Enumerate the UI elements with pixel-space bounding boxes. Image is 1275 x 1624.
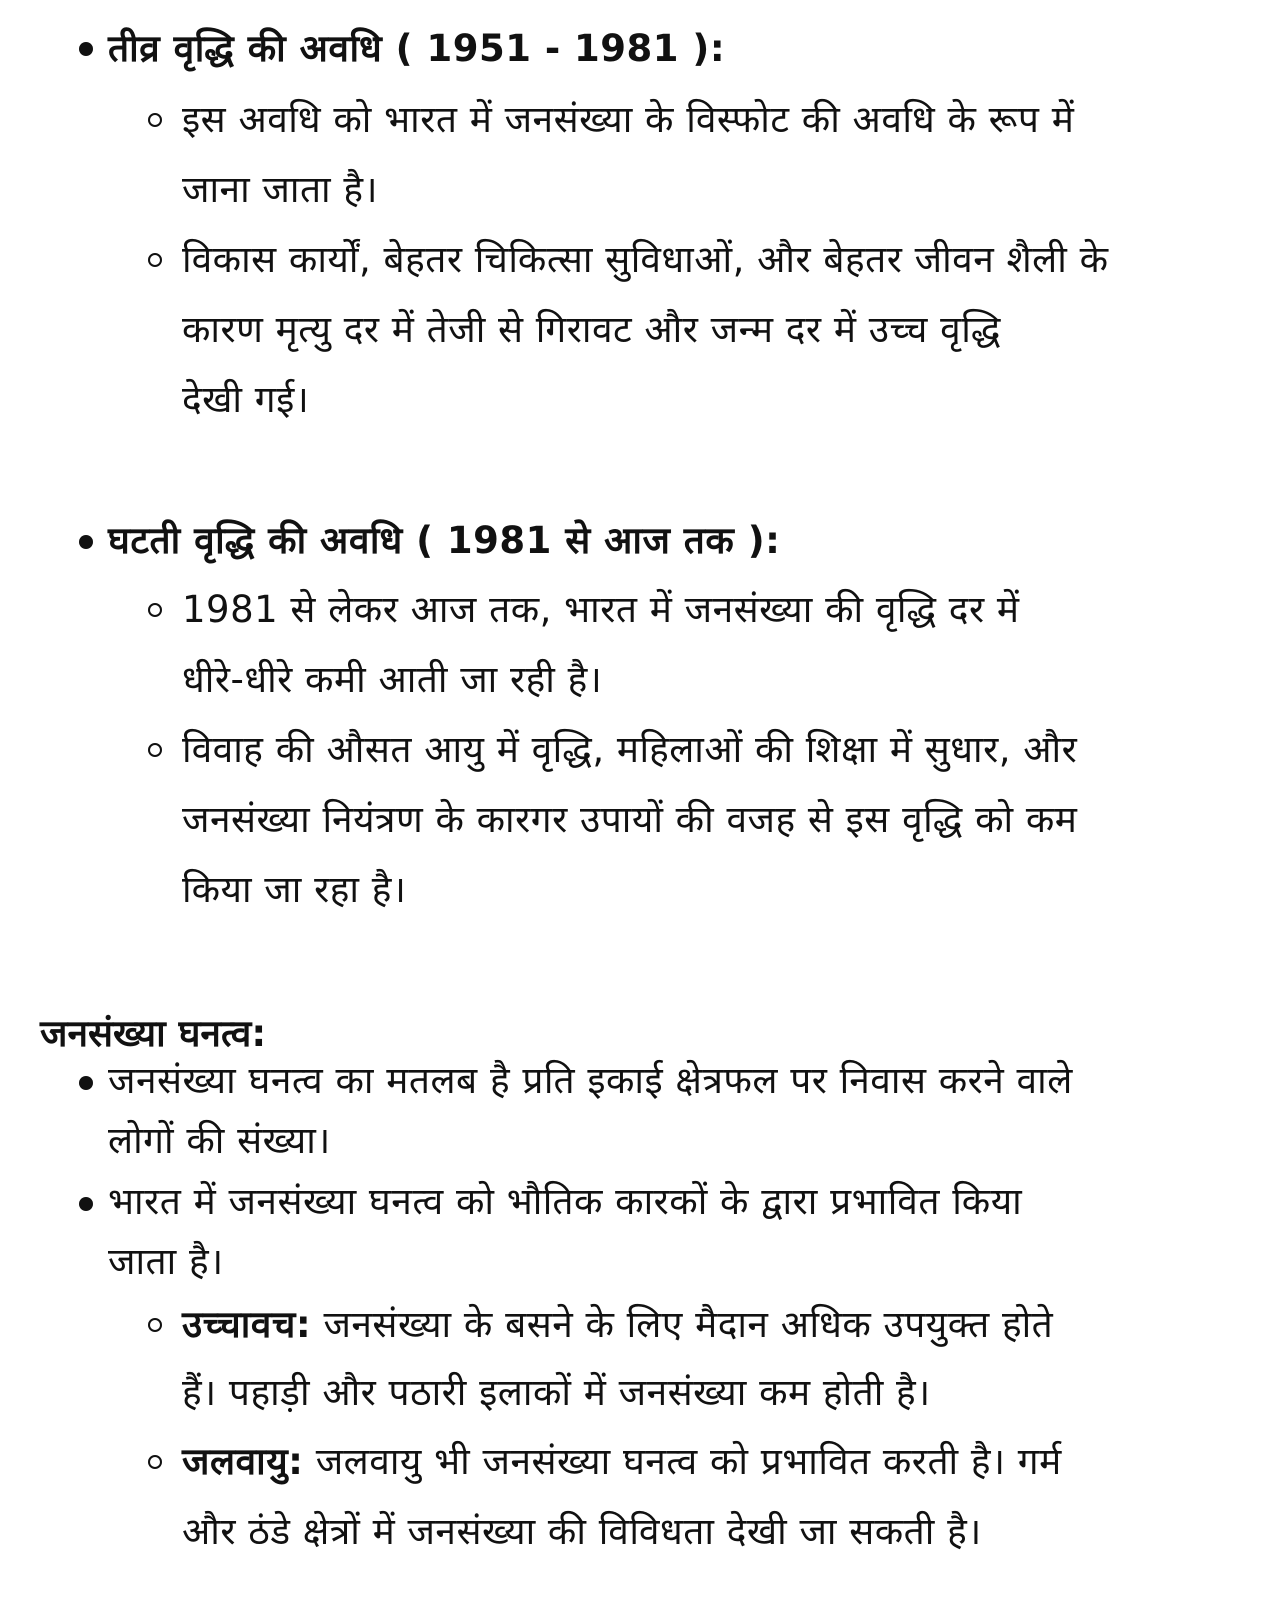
sub-bullet-icon [148, 603, 162, 617]
factor-line [182, 1300, 1053, 1350]
list-item-line: धीरे-धीरे कमी आती जा रही है। [182, 658, 603, 701]
sub-bullet-icon [148, 253, 162, 267]
list-item-line: विवाह की औसत आयु में वृद्धि, महिलाओं की शिक्षा में सुधार, और [182, 728, 1078, 771]
list-item-line: और ठंडे क्षेत्रों में जनसंख्या की विविधता देखी जा सकती है। [182, 1510, 982, 1553]
bullet-icon [79, 1076, 93, 1090]
factor-line [182, 1437, 1062, 1487]
factor-text: जलवायु भी जनसंख्या घनत्व को प्रभावित करती है। गर्म [315, 1440, 1062, 1483]
list-item-line: जाना जाता है। [182, 168, 379, 211]
list-item-line: लोगों की संख्या। [108, 1119, 331, 1162]
page-heading-density: जनसंख्या घनत्व: [40, 1012, 267, 1055]
sub-bullet-icon [148, 1455, 162, 1469]
factor-text: जनसंख्या के बसने के लिए मैदान अधिक उपयुक्त होते [323, 1303, 1054, 1346]
section-heading: तीव्र वृद्धि की अवधि ( 1951 - 1981 ): [108, 27, 726, 70]
list-item-line: जनसंख्या नियंत्रण के कारगर उपायों की वजह से इस वृद्धि को कम [182, 798, 1078, 841]
list-item-line: जाता है। [108, 1240, 224, 1283]
list-item-line: किया जा रहा है। [182, 868, 407, 911]
factor-term: जलवायु: [182, 1440, 304, 1483]
list-item-line: हैं। पहाड़ी और पठारी इलाकों में जनसंख्या कम होती है। [182, 1371, 931, 1414]
bullet-icon [79, 1197, 93, 1211]
sub-bullet-icon [148, 113, 162, 127]
sub-bullet-icon [148, 743, 162, 757]
list-item-line: देखी गई। [182, 378, 310, 421]
list-item-line: कारण मृत्यु दर में तेजी से गिरावट और जन्म दर में उच्च वृद्धि [182, 308, 1001, 351]
list-item-line: 1981 से लेकर आज तक, भारत में जनसंख्या की वृद्धि दर में [182, 588, 1020, 631]
bullet-icon [79, 535, 93, 549]
bullet-icon [79, 42, 93, 56]
list-item-line: विकास कार्यों, बेहतर चिकित्सा सुविधाओं, और बेहतर जीवन शैली के [182, 238, 1109, 281]
list-item-line: इस अवधि को भारत में जनसंख्या के विस्फोट की अवधि के रूप में [182, 98, 1075, 141]
section-heading: घटती वृद्धि की अवधि ( 1981 से आज तक ): [108, 519, 781, 562]
list-item-line: जनसंख्या घनत्व का मतलब है प्रति इकाई क्षेत्रफल पर निवास करने वाले [108, 1059, 1073, 1102]
sub-bullet-icon [148, 1318, 162, 1332]
factor-term: उच्चावच: [182, 1303, 312, 1346]
list-item-line: भारत में जनसंख्या घनत्व को भौतिक कारकों के द्वारा प्रभावित किया [108, 1180, 1023, 1223]
